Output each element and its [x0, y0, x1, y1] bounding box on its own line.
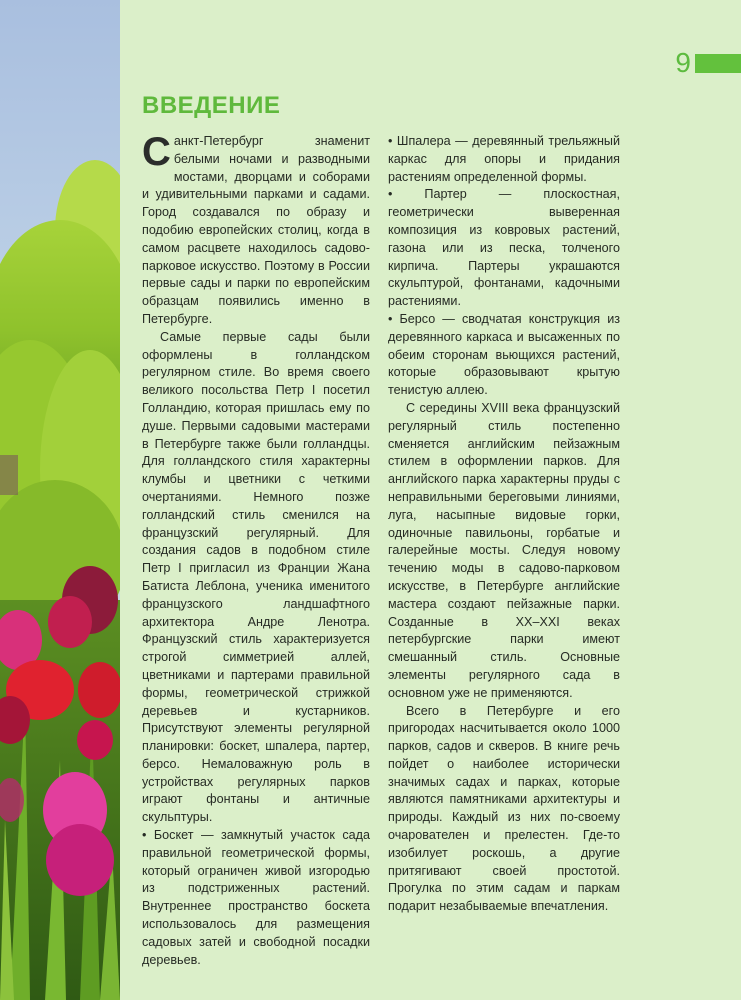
bullet-parter: • Партер — плоскостная, геометрически выверенная композиция из ковровых растений, газона или из песка, толченого кирпича. Партеры украшаются скульптурой, фонтанами, кадочными растениями. [388, 187, 620, 309]
intro-paragraph [142, 130, 370, 329]
bullet-bosket: • Боскет — замкнутый участок сада правильной геометрической формы, который ограничен живой изгородью из подстриженных растений. Внутреннее пространство боскета использовалось для размещения садовых затей и свободной посадки деревьев. [142, 828, 370, 967]
english-style-paragraph: С середины XVIII века французский регулярный стиль постепенно сменяется английским пейзажным стилем в оформлении парков. Для английского парка характерны пруды с неправильными береговыми линиями, луга, насыпные видовые горки, одиночные павильоны, горбатые и галерейные мосты. Следуя новому течению моды в садово-парковом искусстве, в Петербурге английские мастера создают пейзажные парки. Созданные в XX–XXI веках петербургские парки имеют смешанный стиль. Основные элементы регулярного сада в основном уже не применяются. [388, 400, 620, 700]
page-number-accent-bar [695, 54, 741, 73]
parks-count-paragraph: Всего в Петербурге и его пригородах насчитывается около 1000 парков, садов и скверов. В книге речь пойдет о наиболее исторически значимых садах и парках, которые являются памятниками архитектуры и природы. Каждый из них по-своему очарователен и прелестен. Где-то изобилует роскошь, а другие притягивают своей простотой. Прогулка по этим садам и паркам подарит незабываемые впечатления. [388, 703, 620, 914]
page-content [120, 0, 741, 1000]
right-column [388, 133, 620, 916]
page-title: ВВЕДЕНИЕ [142, 92, 281, 119]
bullet-shpalera: • Шпалера — деревянный трельяжный каркас для опоры и придания растениям определенной формы. [388, 134, 620, 184]
photo-illustration [0, 0, 120, 1000]
left-column [142, 130, 370, 969]
tulips-and-tree-photo [0, 0, 120, 1000]
page-number: 9 [675, 47, 691, 78]
drop-cap: С [142, 130, 171, 174]
bullet-berso: • Берсо — сводчатая конструкция из деревянного каркаса и высаженных по обеим сторонам вьющихся растений, которые образовывают крытую тенистую аллею. [388, 311, 620, 398]
intro-text: анкт-Петербург знаменит белыми ночами и разводными мостами, дворцами и соборами и удивительными парками и садами. Город создавался по образу и подобию европейских столиц, когда в самом расцвете находилось садово-парковое искусство. Поэтому в России первые сады и парки по европейским образцам появились именно в Петербурге. [142, 134, 370, 326]
history-paragraph: Самые первые сады были оформлены в голландском регулярном стиле. Во время своего великого посольства Петр I посетил Голландию, которая пришлась ему по душе. Первыми садовыми мастерами в Петербурге также были голландцы. Для голландского стиля характерны клумбы и цветники с четкими очертаниями. Немного позже голландский стиль сменился на французский регулярный. Для создания садов в подобном стиле Петр I пригласил из Франции Жана Батиста Леблона, ученика именитого французского ландшафтного архитектора Андре Ленотра. Французский стиль характеризуется строгой симметрией аллей, цветниками и партерами правильной формы, геометрической стрижкой деревьев и кустарников. Присутствуют элементы регулярной планировки: боскет, шпалера, партер, берсо. Немаловажную роль в устройствах регулярных парков играют фонтаны и античные скульптуры. [142, 329, 370, 825]
